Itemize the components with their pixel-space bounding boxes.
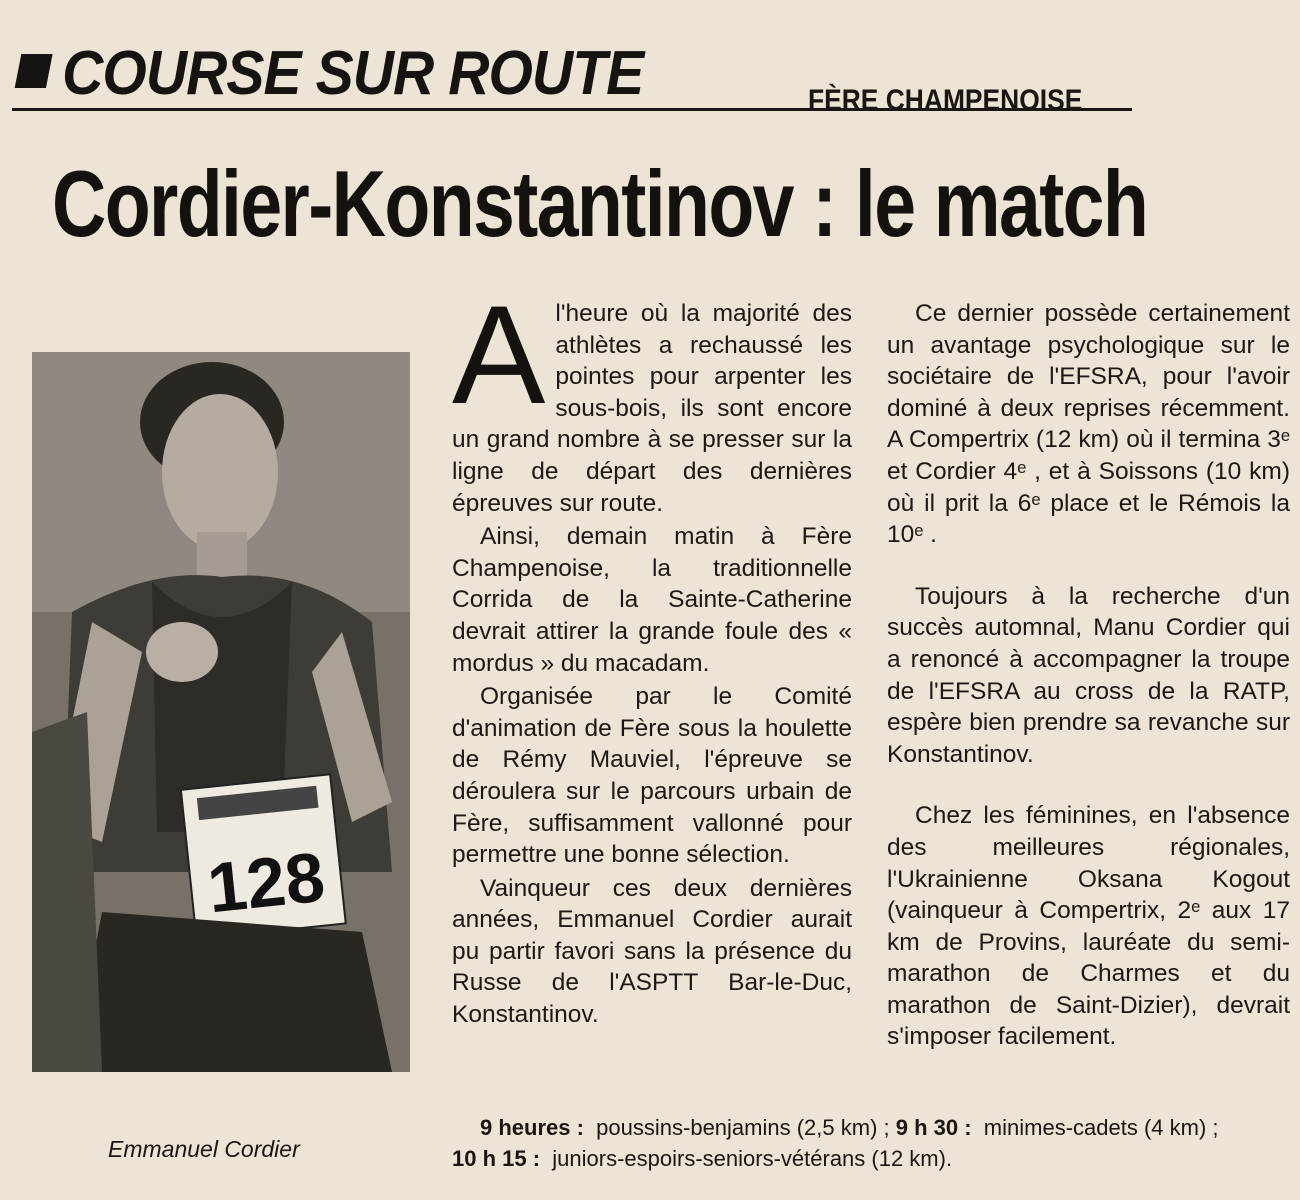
schedule-time: 10 h 15 :: [452, 1146, 541, 1171]
article-paragraph: Vainqueur ces deux dernières années, Emmanuel Cordier aurait pu partir favori sans la présence du Russe de l'ASPTT Bar-le-Duc, Konstantinov.: [452, 874, 852, 1029]
article-paragraph: Chez les féminines, en l'absence des meilleures régionales, l'Ukrainienne Oksana Kogout (vainqueur à Compertrix, 2ᵉ aux 17 km de Provins, lauréate du semi-marathon de Charmes et du marathon de Saint-Dizier), devrait s'imposer facilement.: [887, 802, 1290, 1051]
article-column-1: [452, 276, 852, 1031]
schedule-time: 9 heures :: [480, 1115, 584, 1140]
schedule-time: 9 h 30 :: [895, 1115, 972, 1140]
photo-caption: Emmanuel Cordier: [108, 1136, 300, 1162]
article-paragraph: Al'heure où la majorité des athlètes a rechaussé les pointes pour arpenter les sous-bois, ils sont encore un grand nombre à se presser sur la ligne de départ des dernières épreuves sur route.: [452, 276, 852, 517]
schedule-desc: juniors-espoirs-seniors-vétérans (12 km).: [552, 1146, 953, 1171]
article-paragraph: Ainsi, demain matin à Fère Champenoise, la traditionnelle Corrida de la Sainte-Catherine devrait attirer la grande foule des « mordus » du macadam.: [452, 523, 852, 677]
location-label: FÈRE CHAMPENOISE: [808, 84, 1083, 117]
article-paragraph: Toujours à la recherche d'un succès automnal, Manu Cordier qui a renoncé à accompagner la troupe de l'EFSRA au cross de la RATP, espère bien prendre sa revanche sur Konstantinov.: [887, 582, 1290, 768]
bib-number: 128: [203, 837, 329, 928]
kicker-square-icon: [15, 54, 53, 88]
article-column-2: [887, 298, 1290, 1053]
kicker-text: COURSE SUR ROUTE: [62, 39, 644, 108]
schedule-desc: poussins-benjamins (2,5 km) ;: [596, 1115, 890, 1140]
article-paragraph: Ce dernier possède certainement un avantage psychologique sur le sociétaire de l'EFSRA, pour l'avoir dominé à deux reprises récemment. A Compertrix (12 km) où il termina 3ᵉ et Cordier 4ᵉ , et à Soissons (10 km) où il prit la 6ᵉ place et le Rémois la 10ᵉ .: [887, 300, 1290, 549]
race-schedule: [452, 1112, 1292, 1174]
schedule-desc: minimes-cadets (4 km) ;: [983, 1115, 1219, 1140]
runner-photo: [32, 352, 410, 1072]
article-paragraph: Organisée par le Comité d'animation de Fère sous la houlette de Rémy Mauviel, l'épreuve se déroulera sur le parcours urbain de Fère, suffisamment vallonné pour permettre une bonne sélection.: [452, 683, 852, 869]
drop-cap: A: [452, 276, 546, 433]
section-kicker: [18, 38, 643, 109]
runner-photo-illustration: [32, 352, 410, 1072]
headline: Cordier-Konstantinov : le match: [52, 151, 1148, 256]
